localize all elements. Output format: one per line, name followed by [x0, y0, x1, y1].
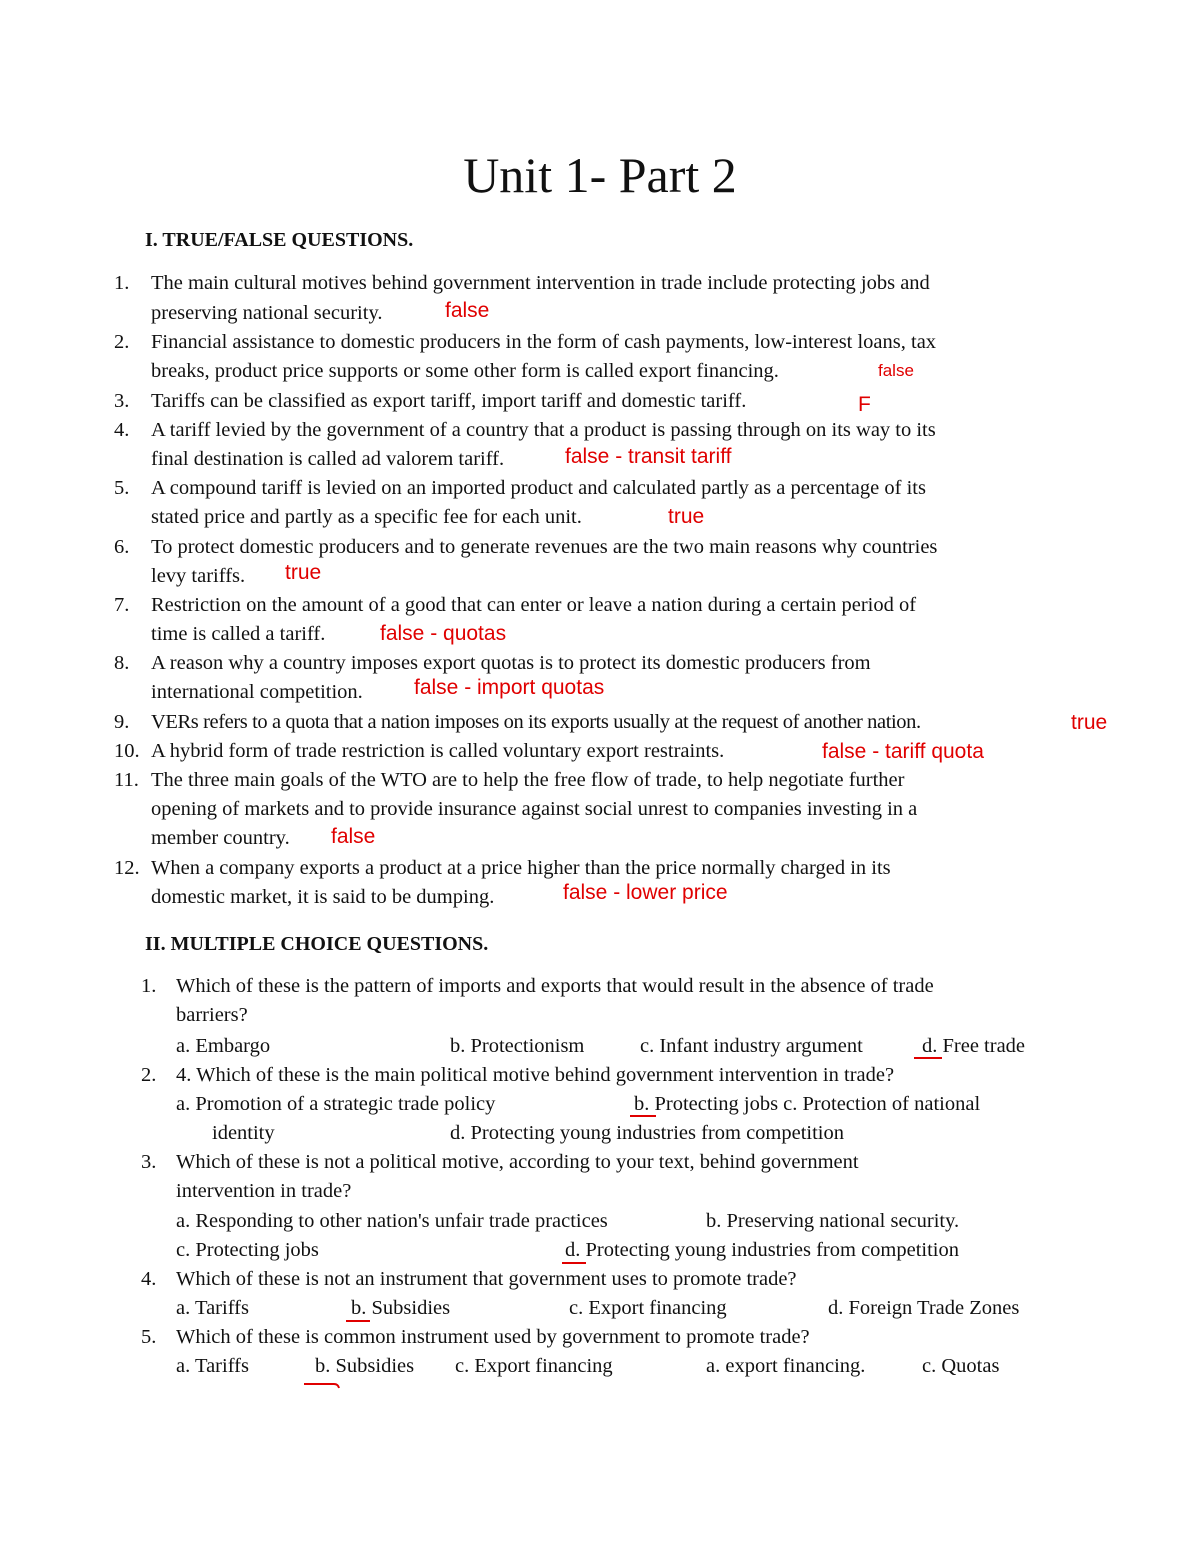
tf-number: 12.	[114, 857, 140, 879]
tf-number: 6.	[114, 536, 130, 558]
answer-underline-mark	[914, 1057, 942, 1059]
mc-question-line: 4. Which of these is the main political motive behind government intervention in trade?	[176, 1064, 895, 1086]
tf-number: 8.	[114, 652, 130, 674]
tf-question-line: time is called a tariff.	[151, 623, 326, 645]
mc-option: c. Infant industry argument	[640, 1035, 863, 1057]
tf-answer: F	[858, 393, 871, 416]
mc-number: 4.	[141, 1268, 157, 1290]
section-heading-tf: I. TRUE/FALSE QUESTIONS.	[145, 229, 414, 251]
mc-question-line: Which of these is not a political motive, according to your text, behind government	[176, 1151, 859, 1173]
tf-answer: false - tariff quota	[822, 740, 984, 763]
tf-question-line: A reason why a country imposes export quotas is to protect its domestic producers from	[151, 652, 871, 674]
tf-question-line: member country.	[151, 827, 290, 849]
mc-option: c. Quotas	[922, 1355, 1000, 1377]
mc-number: 3.	[141, 1151, 157, 1173]
tf-question-line: The main cultural motives behind government intervention in trade include protecting jobs and	[151, 272, 930, 294]
mc-option: d. Protecting young industries from competition	[565, 1239, 960, 1261]
mc-option: a. Tariffs	[176, 1297, 249, 1319]
mc-option: c. Export financing	[569, 1297, 727, 1319]
mc-option: b. Subsidies	[351, 1297, 451, 1319]
mc-number: 2.	[141, 1064, 157, 1086]
mc-option: c. Protecting jobs	[176, 1239, 319, 1261]
tf-answer: false	[331, 825, 376, 848]
section-heading-mc: II. MULTIPLE CHOICE QUESTIONS.	[145, 933, 489, 955]
mc-option: b. Protectionism	[450, 1035, 585, 1057]
tf-answer: true	[668, 505, 705, 528]
mc-option: a. Responding to other nation's unfair trade practices	[176, 1210, 608, 1232]
mc-option: a. Embargo	[176, 1035, 271, 1057]
mc-number: 5.	[141, 1326, 157, 1348]
tf-answer: true	[285, 561, 322, 584]
tf-question-line: Tariffs can be classified as export tariff, import tariff and domestic tariff.	[151, 390, 747, 412]
tf-answer: false - import quotas	[414, 676, 605, 699]
answer-underline-mark	[300, 1378, 346, 1392]
tf-number: 3.	[114, 390, 130, 412]
tf-number: 4.	[114, 419, 130, 441]
mc-question-line: barriers?	[176, 1004, 248, 1026]
mc-option: d. Free trade	[922, 1035, 1026, 1057]
mc-option: b. Protecting jobs c. Protection of national	[634, 1093, 981, 1115]
answer-underline-mark	[562, 1262, 586, 1264]
tf-question-line: final destination is called ad valorem tariff.	[151, 448, 505, 470]
tf-question-line: stated price and partly as a specific fee for each unit.	[151, 506, 582, 528]
tf-question-line: A hybrid form of trade restriction is called voluntary export restraints.	[151, 740, 725, 762]
tf-number: 1.	[114, 272, 130, 294]
mc-question-line: Which of these is common instrument used by government to promote trade?	[176, 1326, 810, 1348]
tf-number: 5.	[114, 477, 130, 499]
tf-answer: false - lower price	[563, 881, 728, 904]
mc-option: a. Promotion of a strategic trade policy	[176, 1093, 496, 1115]
mc-option: d. Foreign Trade Zones	[828, 1297, 1020, 1319]
mc-option: a. Tariffs	[176, 1355, 249, 1377]
tf-question-line: VERs refers to a quota that a nation imposes on its exports usually at the request of another nation.	[151, 711, 921, 733]
answer-underline-mark	[346, 1320, 370, 1322]
tf-number: 7.	[114, 594, 130, 616]
mc-number: 1.	[141, 975, 157, 997]
tf-number: 9.	[114, 711, 130, 733]
tf-number: 2.	[114, 331, 130, 353]
mc-option: c. Export financing	[455, 1355, 613, 1377]
tf-question-line: The three main goals of the WTO are to help the free flow of trade, to help negotiate further	[151, 769, 905, 791]
tf-question-line: domestic market, it is said to be dumping.	[151, 886, 495, 908]
answer-underline-mark	[630, 1115, 656, 1117]
mc-option: b. Subsidies	[315, 1355, 415, 1377]
tf-answer: false	[878, 361, 914, 380]
tf-question-line: A compound tariff is levied on an imported product and calculated partly as a percentage of its	[151, 477, 926, 499]
tf-answer: true	[1071, 711, 1108, 734]
mc-option: d. Protecting young industries from competition	[450, 1122, 845, 1144]
tf-answer: false	[445, 299, 490, 322]
tf-answer: false - transit tariff	[565, 445, 732, 468]
tf-question-line: When a company exports a product at a price higher than the price normally charged in its	[151, 857, 891, 879]
tf-question-line: international competition.	[151, 681, 363, 703]
mc-question-line: intervention in trade?	[176, 1180, 352, 1202]
tf-question-line: preserving national security.	[151, 302, 383, 324]
mc-question-line: Which of these is not an instrument that government uses to promote trade?	[176, 1268, 797, 1290]
mc-option: identity	[212, 1122, 275, 1144]
tf-number: 10.	[114, 740, 140, 762]
mc-option: b. Preserving national security.	[706, 1210, 960, 1232]
tf-question-line: A tariff levied by the government of a country that a product is passing through on its way to its	[151, 419, 936, 441]
page-title: Unit 1- Part 2	[463, 147, 737, 203]
tf-question-line: breaks, product price supports or some other form is called export financing.	[151, 360, 779, 382]
mc-question-line: Which of these is the pattern of imports and exports that would result in the absence of trade	[176, 975, 934, 997]
mc-option: a. export financing.	[706, 1355, 866, 1377]
tf-question-line: opening of markets and to provide insurance against social unrest to companies investing in a	[151, 798, 918, 820]
tf-question-line: To protect domestic producers and to generate revenues are the two main reasons why countries	[151, 536, 938, 558]
tf-answer: false - quotas	[380, 622, 507, 645]
tf-question-line: Restriction on the amount of a good that can enter or leave a nation during a certain period of	[151, 594, 917, 616]
tf-number: 11.	[114, 769, 139, 791]
tf-question-line: levy tariffs.	[151, 565, 246, 587]
tf-question-line: Financial assistance to domestic producers in the form of cash payments, low-interest loans, tax	[151, 331, 937, 353]
